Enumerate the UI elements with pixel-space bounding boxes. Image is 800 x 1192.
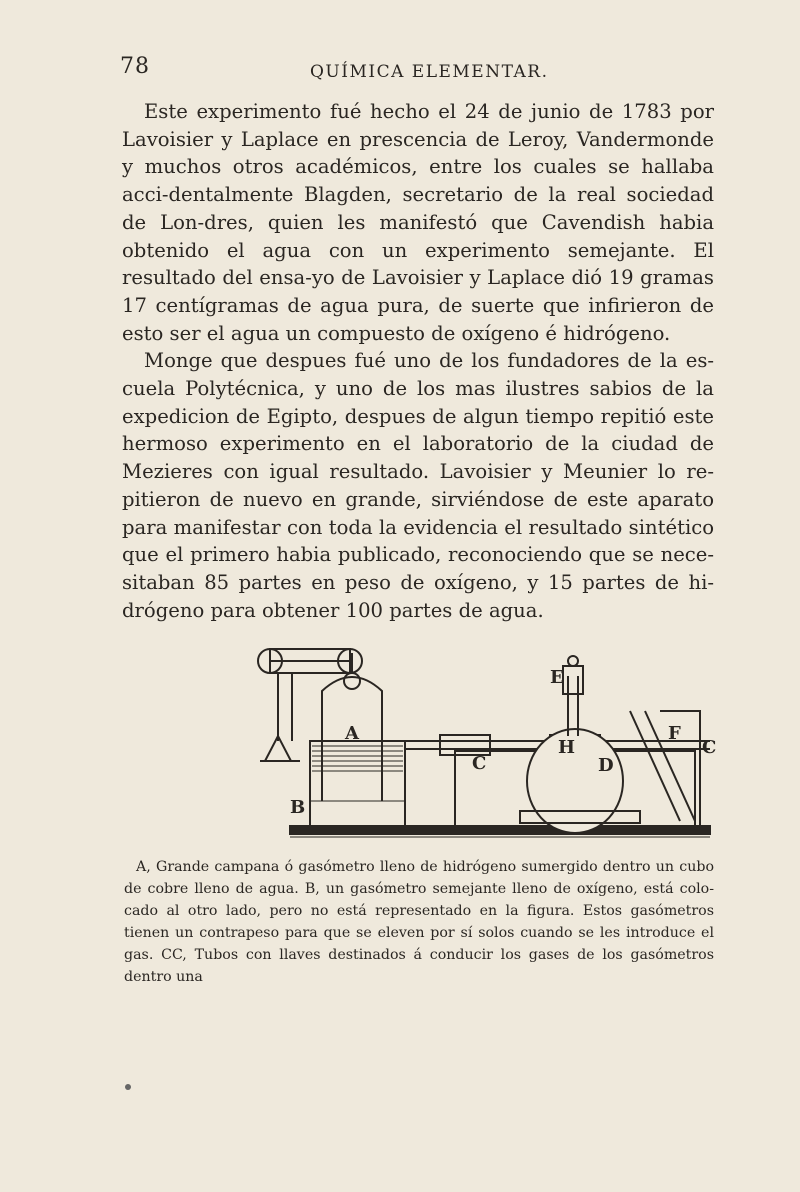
figure-caption bbox=[124, 856, 714, 988]
label-d: D bbox=[598, 755, 614, 776]
base-platform bbox=[290, 826, 710, 834]
label-a: A bbox=[345, 723, 359, 744]
page-number: 78 bbox=[120, 54, 150, 79]
print-speck bbox=[125, 1084, 131, 1090]
running-head: QUÍMICA ELEMENTAR. bbox=[310, 62, 549, 82]
label-f: F bbox=[668, 723, 681, 744]
label-c-right: C bbox=[702, 737, 717, 758]
label-h: H bbox=[558, 737, 576, 758]
label-e: E bbox=[550, 667, 564, 688]
apparatus-figure bbox=[250, 641, 725, 841]
electrode-e bbox=[563, 666, 583, 694]
paragraph-1: Este experimento fué hecho el 24 de junio de 1783 por Lavoisier y Laplace en prescencia de Leroy, Vandermonde y muchos otros académicos, entre los cuales se hallaba acci-dentalmente Blagden, secretario de la real sociedad de Lon-dres, quien les manifestó que Cavendish habia obtenido el agua con un experimento semejante. El resultado del ensa-yo de Lavoisier y Laplace dió 19 gramas 17 centígramas de agua pura, de suerte que infirieron de esto ser el agua un compuesto de oxígeno é hidrógeno. bbox=[122, 100, 714, 345]
caption-text: A, Grande campana ó gasómetro lleno de hidrógeno sumergido dentro un cubo de cobre lleno de agua. B, un gasómetro semejante lleno de oxígeno, está colo-cado al otro lado, pero no está representado en la figura. Estos gasómetros tienen un contrapeso para que se eleven por sí solos cuando se les introduce el gas. CC, Tubos con llaves destinados á conducir los gases de los gasómetros dentro una bbox=[124, 859, 714, 985]
body-text bbox=[122, 98, 714, 624]
paragraph-2: Monge que despues fué uno de los fundadores de la es-cuela Polytécnica, y uno de los mas ilustres sabios de la expedicion de Egipto, despues de algun tiempo repitió este hermoso experimento en el laboratorio de la ciudad de Mezieres con igual resultado. Lavoisier y Meunier lo re-pitieron de nuevo en grande, sirviéndose de este aparato para manifestar con toda la evidencia el resultado sintético que el primero habia publicado, reconociendo que se nece-sitaban 85 partes en peso de oxígeno, y 15 partes de hi-drógeno para obtener 100 partes de agua. bbox=[122, 349, 714, 622]
label-b: B bbox=[290, 797, 306, 818]
water-tank bbox=[310, 741, 405, 826]
label-c-left: C bbox=[472, 753, 487, 774]
